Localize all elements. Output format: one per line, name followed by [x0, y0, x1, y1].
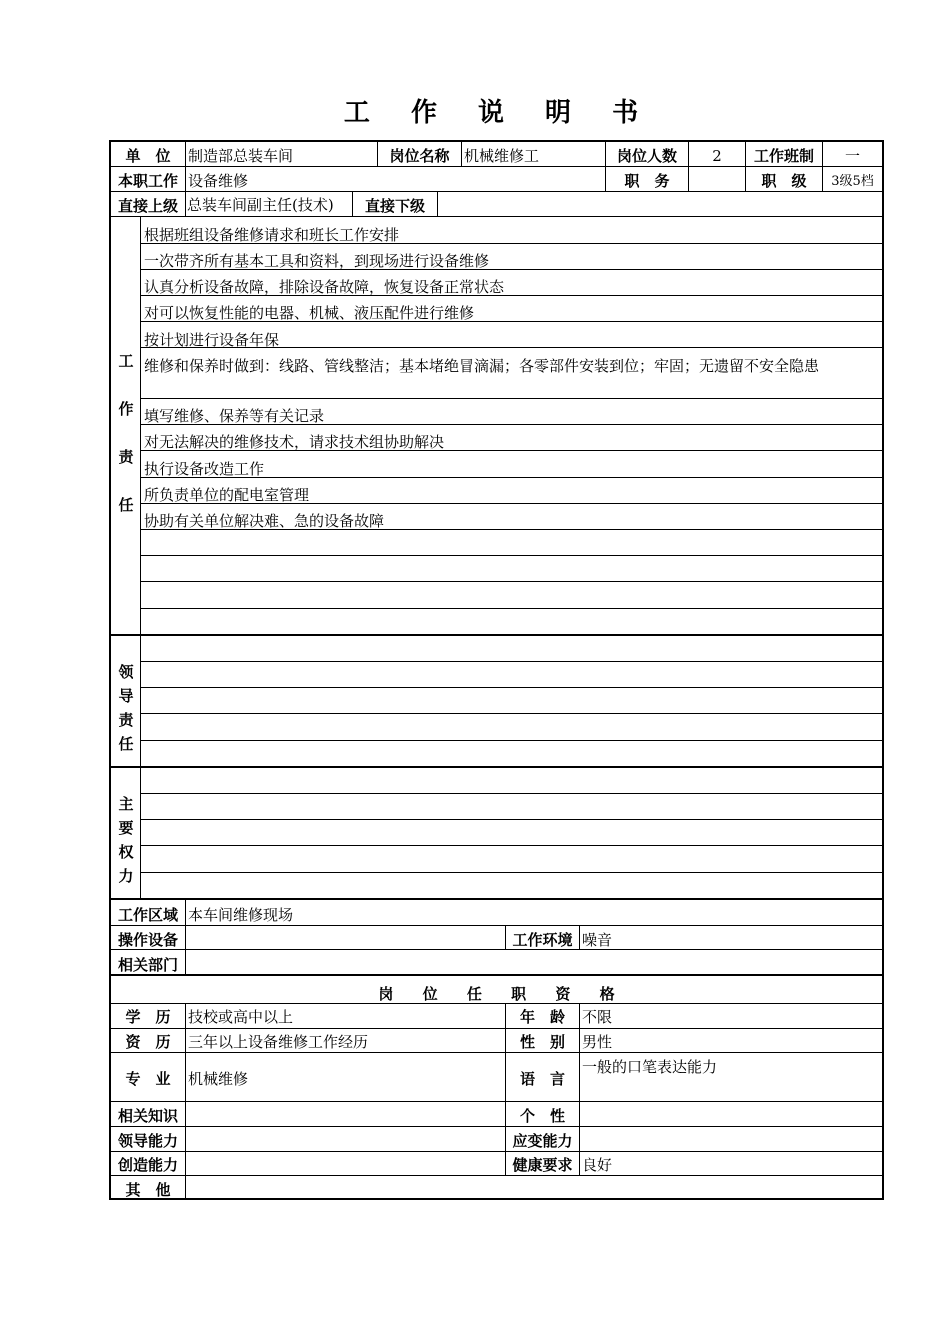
leadership-label-char: 责: [118, 711, 134, 729]
equipment-label: 操作设备: [117, 931, 178, 949]
authority-label-char: 主: [118, 795, 134, 813]
responsibilities-label-char: 责: [118, 448, 134, 466]
education-value: 技校或高中以上: [188, 1008, 294, 1026]
health-value: 良好: [582, 1156, 613, 1174]
divider: [140, 687, 882, 688]
responsibility-item: 一次带齐所有基本工具和资料，到现场进行设备维修: [144, 252, 490, 270]
post-count-label: 岗位人数: [616, 147, 677, 165]
work-environment-label: 工作环境: [512, 931, 573, 949]
superior-label: 直接上级: [117, 197, 178, 215]
leadership-label-char: 导: [118, 687, 134, 705]
post-name-label: 岗位名称: [389, 147, 450, 165]
leadership-ability-label: 领导能力: [117, 1132, 178, 1150]
divider: [140, 793, 882, 794]
divider: [579, 1003, 580, 1175]
authority-label-char: 权: [118, 843, 134, 861]
divider: [437, 191, 438, 216]
leadership-label-char: 任: [118, 735, 134, 753]
responsibility-item: 协助有关单位解决难、急的设备故障: [144, 512, 385, 530]
divider: [185, 898, 186, 974]
qualifications-header-char: 格: [599, 985, 615, 1003]
post-count-value: 2: [712, 147, 722, 165]
creativity-label: 创造能力: [117, 1156, 178, 1174]
grade-label: 职 级: [761, 172, 807, 190]
qualifications-header-char: 任: [466, 985, 482, 1003]
qualifications-header-char: 资: [555, 985, 571, 1003]
language-label: 语 言: [519, 1070, 565, 1088]
responsibilities-label-char: 任: [118, 496, 134, 514]
authority-label-char: 力: [118, 867, 134, 885]
leadership-label-char: 领: [118, 663, 134, 681]
responsibility-item: 对可以恢复性能的电器、机械、液压配件进行维修: [144, 304, 475, 322]
divider: [111, 898, 882, 900]
qualifications-header: [111, 983, 882, 1004]
gender-value: 男性: [582, 1033, 613, 1051]
major-label: 专 业: [125, 1070, 171, 1088]
divider: [140, 555, 882, 556]
language-value: 一般的口笔表达能力: [582, 1058, 718, 1076]
shift-label: 工作班制: [753, 147, 814, 165]
job-value: 设备维修: [188, 172, 249, 190]
other-label: 其 他: [125, 1181, 171, 1199]
post-name-value: 机械维修工: [464, 147, 540, 165]
major-value: 机械维修: [188, 1070, 249, 1088]
work-environment-value: 噪音: [582, 931, 613, 949]
age-value: 不限: [582, 1008, 613, 1026]
divider: [185, 142, 186, 216]
divider: [461, 142, 462, 167]
responsibility-item: 根据班组设备维修请求和班长工作安排: [144, 226, 400, 244]
authority-label-char: 要: [118, 819, 134, 837]
experience-label: 资 历: [125, 1033, 171, 1051]
divider: [140, 740, 882, 741]
related-dept-label: 相关部门: [117, 956, 178, 974]
superior-value: 总装车间副主任(技术): [187, 196, 334, 214]
divider: [111, 191, 882, 192]
responsibility-item: 维修和保养时做到：线路、管线整洁；基本堵绝冒滴漏；各零部件安装到位；牢固；无遗留不安全隐患: [144, 357, 820, 375]
health-label: 健康要求: [512, 1156, 573, 1174]
knowledge-label: 相关知识: [117, 1107, 178, 1125]
duty-label: 职 务: [624, 172, 670, 190]
experience-value: 三年以上设备维修工作经历: [188, 1033, 369, 1051]
responsibilities-label-char: 工: [118, 352, 134, 370]
qualifications-header-char: 位: [422, 985, 438, 1003]
shift-value: 一: [844, 147, 860, 165]
divider: [140, 872, 882, 873]
area-label: 工作区域: [117, 906, 178, 924]
divider: [140, 608, 882, 609]
age-label: 年 龄: [519, 1008, 565, 1026]
divider: [140, 713, 882, 714]
divider: [140, 398, 882, 399]
unit-value: 制造部总装车间: [188, 147, 294, 165]
divider: [111, 1052, 882, 1053]
personality-label: 个 性: [519, 1107, 565, 1125]
education-label: 学 历: [125, 1008, 171, 1026]
divider: [111, 166, 882, 167]
qualifications-header-char: 岗: [378, 985, 394, 1003]
divider: [185, 1003, 186, 1198]
divider: [140, 661, 882, 662]
divider: [111, 766, 882, 768]
subordinate-label: 直接下级: [364, 197, 425, 215]
divider: [111, 1151, 882, 1152]
responsibility-item: 所负责单位的配电室管理: [144, 486, 310, 504]
responsibility-item: 填写维修、保养等有关记录: [144, 407, 325, 425]
divider: [111, 216, 882, 217]
gender-label: 性 别: [519, 1033, 565, 1051]
divider: [140, 845, 882, 846]
divider: [579, 925, 580, 949]
qualifications-header-char: 职: [511, 985, 527, 1003]
divider: [111, 1175, 882, 1176]
page-title: 工 作 说 明 书: [343, 98, 655, 128]
unit-label: 单 位: [125, 147, 171, 165]
grade-value: 3级5档: [831, 174, 874, 189]
responsibility-item: 对无法解决的维修技术，请求技术组协助解决: [144, 433, 445, 451]
responsibility-item: 执行设备改造工作: [144, 460, 265, 478]
divider: [111, 1126, 882, 1127]
responsibilities-label-char: 作: [118, 400, 134, 418]
area-value: 本车间维修现场: [188, 906, 294, 924]
responsibility-item: 认真分析设备故障，排除设备故障，恢复设备正常状态: [144, 278, 505, 296]
adaptability-label: 应变能力: [512, 1132, 573, 1150]
job-label: 本职工作: [117, 172, 178, 190]
divider: [111, 949, 882, 950]
responsibility-item: 按计划进行设备年保: [144, 331, 280, 349]
divider: [111, 1028, 882, 1029]
divider: [111, 1101, 882, 1102]
divider: [140, 819, 882, 820]
divider: [111, 634, 882, 636]
divider: [111, 974, 882, 976]
divider: [111, 925, 882, 926]
divider: [140, 581, 882, 582]
